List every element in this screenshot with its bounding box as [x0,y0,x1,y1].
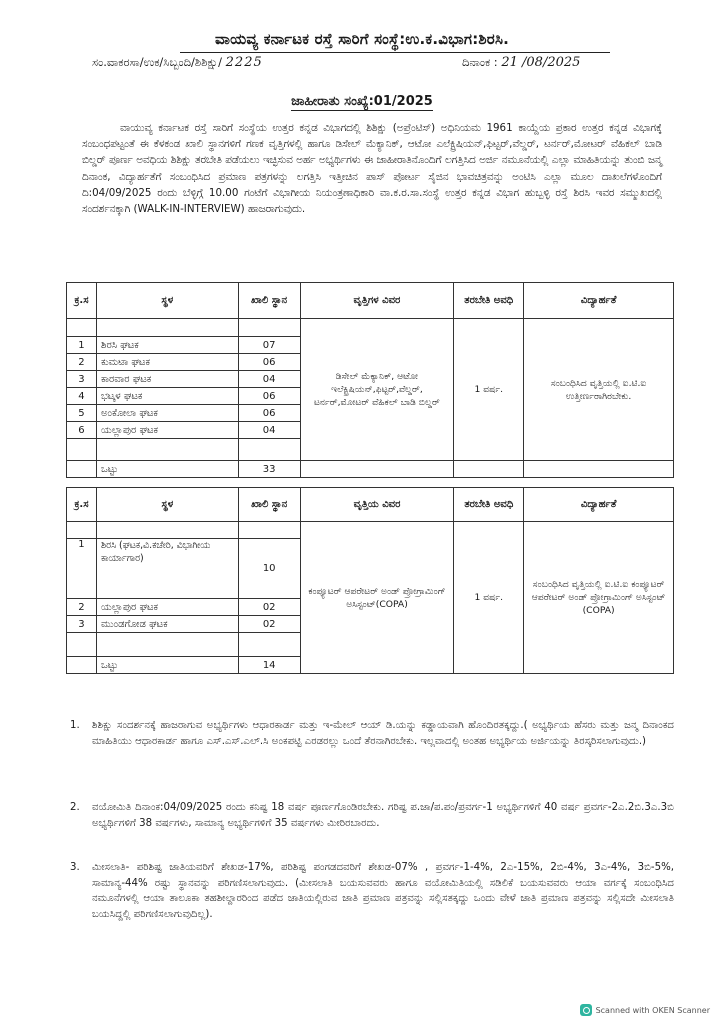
trade-cell: ಕಂಪ್ಯೂಟರ್ ಆಪರೇಟರ್ ಅಂಡ್ ಪ್ರೋಗ್ರಾಮಿಂಗ್ ಅಸಿಸ್ಟಂಟ್(COPA) [300,522,454,674]
reference-number: 2225 [225,55,263,70]
qualification-cell: ಸಂಬಂಧಿಸಿದ ವೃತ್ತಿಯಲ್ಲಿ ಐ.ಟಿ.ಐ ಉತ್ತೀರ್ಣರಾಗಿರಬೇಕು. [524,319,674,461]
note-text: ಮೀಸಲಾತಿ- ಪರಿಶಿಷ್ಟ ಜಾತಿಯವರಿಗೆ ಶೇಖಡ-17%, ಪರಿಶಿಷ್ಟ ಪಂಗಡದವರಿಗೆ ಶೇಖಡ-07% , ಪ್ರವರ್ಗ-1-4%, 2ಎ-15%, 2ಬಿ-4%, 3ಎ-4%, 3ಬಿ-5%, ಸಾಮಾನ್ಯ-44% ರಷ್ಟು ಸ್ಥಾನವನ್ನು ಪರಿಗಣಿಸಲಾಗುವುದು. (ಮೀಸಲಾತಿ ಬಯಸುವವರು ಹಾಗೂ ವಯೋಮಿತಿಯಲ್ಲಿ ಸಡಿಲಿಕೆ ಬಯಸುವವರು ಆಯಾ ವರ್ಗಕ್ಕೆ ಸಂಬಂಧಿಸಿದ ನಮೂನೆಗಳಲ್ಲಿ ಆಯಾ ತಾಲೂಕಾ ತಹಶೀಲ್ದಾರರಿಂದ ಪಡೆದ ಜಾತಿಯಲ್ಲಿರುವ ಜಾತಿ ಪ್ರಮಾಣ ಪತ್ರವನ್ನು ಸಲ್ಲಿಸತಕ್ಕದ್ದು ಒಂದು ವೇಳೆ ಜಾತಿ ಪ್ರಮಾಣ ಪತ್ರವನ್ನು ಸಲ್ಲಿಸದೇ ಮೀಸಲಾತಿ ಬಯಸಿದ್ದಲ್ಲಿ ಪರಿಗಣಿಸಲಾಗುವುದಿಲ್ಲ). [92,862,674,920]
note-number: 2. [70,802,80,813]
row-place: ಯಲ್ಲಾಪುರ ಘಟಕ [96,599,238,616]
table-row-blank [67,319,674,337]
intro-paragraph: ವಾಯುವ್ಯ ಕರ್ನಾಟಕ ರಸ್ತೆ ಸಾರಿಗೆ ಸಂಸ್ಥೆಯ ಉತ್ತರ ಕನ್ನಡ ವಿಭಾಗದಲ್ಲಿ ಶಿಶಿಕ್ಷು (ಅಪ್ರೆಂಟಿಸ್) ಅಧಿನಿಯಮ 1961 ಕಾಯ್ದೆಯ ಪ್ರಕಾರ ಉತ್ತರ ಕನ್ನಡ ವಿಭಾಗಕ್ಕೆ ಸಂಬಂಧಪಟ್ಟಂತೆ ಈ ಕೆಳಕಂಡ ಖಾಲಿ ಸ್ಥಾನಗಳಿಗೆ ಗಣಕ ವೃತ್ತಿಗಳಲ್ಲಿ ಹಾಗೂ ಡಿಸೇಲ್ ಮೆಕ್ಯಾನಿಕ್, ಆಟೋ ಎಲೆಕ್ಟ್ರಿಷಿಯನ್,ಫಿಟ್ಟರ್,ವೆಲ್ಡರ್, ಟರ್ನರ್,ಮೋಟರ್ ವೆಹಿಕಲ್ ಬಾಡಿ ಬಿಲ್ಡರ್ ಪೂರ್ಣ ಅವಧಿಯ ಶಿಶಿಕ್ಷು ತರಬೇತಿ ಪಡೆಯಲು ಇಚ್ಛಿಸುವ ಅರ್ಹ ಅಭ್ಯರ್ಥಿಗಳು ಈ ಜಾಹೀರಾತಿನೊಂದಿಗೆ ಲಗತ್ತಿಸಿದ ಅರ್ಜಿ ನಮೂನೆಯಲ್ಲಿ ಎಲ್ಲಾ ಮಾಹಿತಿಯನ್ನು ತುಂಬಿ ಜನ್ಮ ದಿನಾಂಕ, ವಿದ್ಯಾರ್ಹತೆಗೆ ಸಂಬಂಧಿಸಿದ ಪ್ರಮಾಣ ಪತ್ರಗಳನ್ನು ಲಗತ್ತಿಸಿ ಇತ್ತೀಚಿನ ಪಾಸ್ ಪೋರ್ಟ ಸೈಜಿನ ಭಾವಚಿತ್ರವನ್ನು ಅಂಟಿಸಿ ಎಲ್ಲಾ ಮೂಲ ದಾಖಲೆಗಳೊಂದಿಗೆ ದಿ:04/09/2025 ರಂದು ಬೆಳ್ಳಿಗ್ಗೆ 10.00 ಗಂಟೆಗೆ ವಿಭಾಗೀಯ ನಿಯಂತ್ರಣಾಧಿಕಾರಿ ವಾ.ಕ.ರ.ಸಾ.ಸಂಸ್ಥೆ ಉತ್ತರ ಕನ್ನಡ ವಿಭಾಗ ಹುಬ್ಬಳ್ಳಿ ರಸ್ತೆ ಶಿರಸಿ ಇವರ ಸಮ್ಮುಖದಲ್ಲಿ ಸಂದರ್ಶನಕ್ಕಾಗಿ (WALK-IN-INTERVIEW) ಹಾಜರಾಗುವುದು. [82,122,662,216]
col-qualification: ವಿದ್ಯಾರ್ಹತೆ [524,488,674,522]
duration-cell: 1 ವರ್ಷ. [454,319,524,461]
row-sl: 4 [67,388,97,405]
col-trade: ವೃತ್ತಿಗಳ ವಿವರ [300,283,454,319]
scanner-text: Scanned with OKEN Scanner [595,1005,710,1015]
row-place: ಶಿರಸಿ ಘಟಕ [96,337,238,354]
row-vacancy: 06 [238,405,300,422]
row-vacancy: 02 [238,616,300,633]
col-duration: ತರಬೇತಿ ಅವಧಿ [454,488,524,522]
total-value: 14 [238,657,300,674]
scanner-footer [580,1004,710,1016]
row-place: ಅಂಕೋಲಾ ಘಟಕ [96,405,238,422]
note-number: 1. [70,720,80,731]
note-3 [70,860,674,922]
total-value: 33 [238,461,300,478]
notice-title [0,94,724,109]
table-header [67,283,674,319]
row-sl: 2 [67,599,97,616]
reference-line [92,55,263,70]
vacancy-table-2 [66,487,674,674]
row-place: ಮುಂಡಗೋಡ ಘಟಕ [96,616,238,633]
table-row-blank [67,522,674,539]
row-sl: 6 [67,422,97,439]
notice-title-text: ಜಾಹೀರಾತು ಸಂಖ್ಯೆ:01/2025 [291,94,433,109]
col-place: ಸ್ಥಳ [96,283,238,319]
row-vacancy: 06 [238,354,300,371]
row-sl: 3 [67,371,97,388]
trade-cell: ಡಿಸೇಲ್ ಮೆಕ್ಯಾನಿಕ್, ಆಟೋ ಇಲೆಕ್ಟ್ರಿಷಿಯನ್,ಫಿಟ್ಟರ್,ವೆಲ್ಡರ್, ಟರ್ನರ್,ಮೋಟರ್ ವೆಹಿಕಲ್ ಬಾಡಿ ಬಿಲ್ಡರ್ [300,319,454,461]
note-text: ವಯೋಮಿತಿ ದಿನಾಂಕ:04/09/2025 ರಂದು ಕನಿಷ್ಟ 18 ವರ್ಷ ಪೂರ್ಣಗೊಂಡಿರಬೇಕು. ಗರಿಷ್ಟ ಪ.ಜಾ/ಪ.ಪಂ/ಪ್ರವರ್ಗ-1 ಅಭ್ಯರ್ಥಿಗಳಿಗೆ 40 ವರ್ಷ ಪ್ರವರ್ಗ-2ಎ.2ಬಿ.3ಎ.3ಬಿ ಅಭ್ಯರ್ಥಿಗಳಿಗೆ 38 ವರ್ಷಗಳು, ಸಾಮಾನ್ಯ ಅಭ್ಯರ್ಥಿಗಳಿಗೆ 35 ವರ್ಷಗಳು ಮೀರಿರಬಾರದು. [92,802,674,829]
row-place: ಭಟ್ಕಳ ಘಟಕ [96,388,238,405]
col-qualification: ವಿದ್ಯಾರ್ಹತೆ [524,283,674,319]
row-place: ಕಾರವಾರ ಘಟಕ [96,371,238,388]
reference-label: ಸಂ.ವಾಕರಸಾ/ಉಕ/ಸಿಬ್ಬಂದಿ/ಶಿಶಿಕ್ಷು/ [92,55,222,69]
row-sl: 5 [67,405,97,422]
col-sl: ಕ್ರ.ಸ [67,283,97,319]
row-vacancy: 04 [238,422,300,439]
col-place: ಸ್ಥಳ [96,488,238,522]
qualification-cell: ಸಂಬಂಧಿಸಿದ ವೃತ್ತಿಯಲ್ಲಿ ಐ.ಟಿ.ಐ ಕಂಪ್ಯೂಟರ್ ಆಪರೇಟರ್ ಅಂಡ್ ಪ್ರೋಗ್ರಾಮಿಂಗ್ ಅಸಿಸ್ಟಂಟ್ (COPA) [524,522,674,674]
organization-title: ವಾಯವ್ಯ ಕರ್ನಾಟಕ ರಸ್ತೆ ಸಾರಿಗೆ ಸಂಸ್ಥೆ:ಉ.ಕ.ವಿಭಾಗ:ಶಿರಸಿ. [214,30,510,48]
col-duration: ತರಬೇತಿ ಅವಧಿ [454,283,524,319]
row-vacancy: 07 [238,337,300,354]
date-line [462,55,580,70]
scanner-icon [580,1004,592,1016]
date-label: ದಿನಾಂಕ : [462,55,498,69]
row-place: ಕುಮಟಾ ಘಟಕ [96,354,238,371]
row-sl: 3 [67,616,97,633]
vacancy-table-1 [66,282,674,478]
row-place: ಯಲ್ಲಾಪುರ ಘಟಕ [96,422,238,439]
table-header [67,488,674,522]
col-sl: ಕ್ರ.ಸ [67,488,97,522]
total-label: ಒಟ್ಟು [96,461,238,478]
row-place: ಶಿರಸಿ (ಘಟಕ,ವಿ.ಕಚೇರಿ, ವಿಭಾಗೀಯ ಕಾರ್ಯಾಗಾರ) [96,539,238,599]
table-total-row [67,461,674,478]
note-number: 3. [70,862,80,873]
title-underline [180,52,610,53]
col-vacancy: ಖಾಲಿ ಸ್ಥಾನ [238,283,300,319]
col-trade: ವೃತ್ತಿಯ ವಿವರ [300,488,454,522]
row-vacancy: 04 [238,371,300,388]
date-value: 21 /08/2025 [501,55,581,70]
row-vacancy: 10 [238,539,300,599]
total-label: ಒಟ್ಟು [96,657,238,674]
col-vacancy: ಖಾಲಿ ಸ್ಥಾನ [238,488,300,522]
row-sl: 2 [67,354,97,371]
duration-cell: 1 ವರ್ಷ. [454,522,524,674]
note-text: ಶಿಶಿಕ್ಷು ಸಂದರ್ಶನಕ್ಕೆ ಹಾಜರಾಗುವ ಅಭ್ಯರ್ಥಿಗಳು ಆಧಾರಕಾರ್ಡ ಮತ್ತು ಇ-ಮೇಲ್ ಆಯ್ ಡಿ.ಯನ್ನು ಕಡ್ಡಾಯವಾಗಿ ಹೊಂದಿರತಕ್ಕದ್ದು.( ಅಭ್ಯರ್ಥಿಯ ಹೆಸರು ಮತ್ತು ಜನ್ಮ ದಿನಾಂಕದ ಮಾಹಿತಿಯು ಆಧಾರಕಾರ್ಡ ಹಾಗೂ ಎಸ್.ಎಸ್.ಎಲ್.ಸಿ ಅಂಕಪಟ್ಟಿ ಎರಡರಲ್ಲು ಒಂದೆ ತೆರನಾಗಿರಬೇಕು. ಇಲ್ಲವಾದಲ್ಲಿ ಅಂತಹ ಅಭ್ಯರ್ಥಿಯ ಅರ್ಜಿಯನ್ನು ತಿರಸ್ಕರಿಸಲಾಗುವುದು.) [92,720,674,747]
note-1 [70,718,674,749]
row-vacancy: 06 [238,388,300,405]
note-2 [70,800,674,831]
row-sl: 1 [67,337,97,354]
row-vacancy: 02 [238,599,300,616]
row-sl: 1 [67,539,97,599]
